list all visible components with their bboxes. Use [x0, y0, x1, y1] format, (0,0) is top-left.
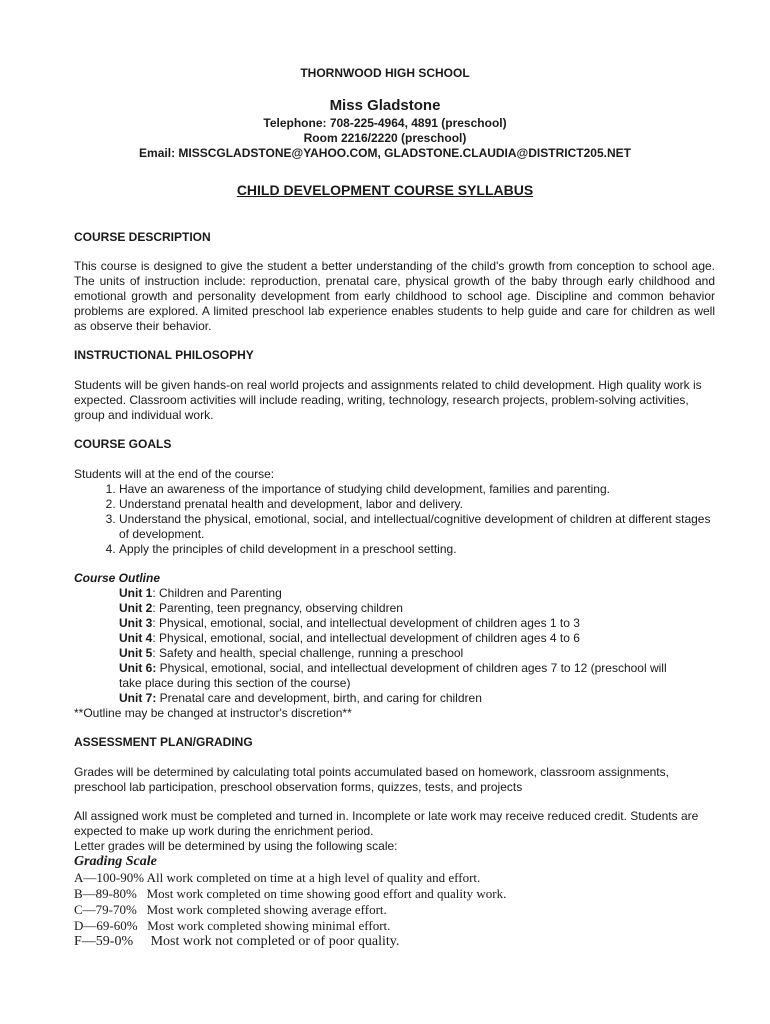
unit-text: : Children and Parenting: [152, 586, 282, 600]
unit-label: Unit 5: [119, 646, 153, 660]
course-goals-heading: COURSE GOALS: [74, 437, 172, 451]
list-item: 1. Have an awareness of the importance of studying child development, families and parenting.: [119, 482, 715, 497]
assessment-heading: ASSESSMENT PLAN/GRADING: [74, 735, 253, 749]
grade-row: B—89-80% Most work completed on time showing good effort and quality work.: [74, 886, 507, 901]
list-item: [74, 631, 715, 646]
grade-row: D—69-60% Most work completed showing minimal effort.: [74, 918, 391, 933]
course-goals: [74, 467, 715, 557]
assessment-para-1: Grades will be determined by calculating total points accumulated based on homework, classroom assignments, preschool lab participation, preschool observation forms, quizzes, tests, and projects: [74, 765, 669, 794]
list-item: 3. Understand the physical, emotional, social, and intellectual/cognitive development of children at different stages of development.: [119, 512, 715, 542]
grade-row: C—79-70% Most work completed showing average effort.: [74, 902, 387, 917]
page-title: CHILD DEVELOPMENT COURSE SYLLABUS: [236, 182, 534, 198]
instructional-philosophy-heading: INSTRUCTIONAL PHILOSOPHY: [74, 348, 254, 362]
grading-scale: [74, 854, 715, 950]
list-item: [74, 691, 715, 706]
course-goals-intro: Students will at the end of the course:: [74, 467, 275, 481]
unit-text: Physical, emotional, social, and intellectual development of children ages 7 to 12 (preschool will: [156, 661, 667, 675]
course-description-heading: COURSE DESCRIPTION: [74, 230, 211, 244]
list-item: [74, 586, 715, 601]
course-description-body: This course is designed to give the student a better understanding of the child's growth from conception to school age. The units of instruction include: reproduction, prenatal care, physical growth of the baby through early childhood and emotional growth and personality development from early childhood to school age. Discipline and common behavior problems are explored. A limited preschool lab experience enables students to help guide and care for children as well as observe their behavior.: [74, 259, 715, 333]
unit-text: : Physical, emotional, social, and intellectual development of children ages 1 to 3: [152, 616, 580, 630]
unit-label: Unit 4: [119, 631, 153, 645]
unit-text: : Safety and health, special challenge, running a preschool: [152, 646, 464, 660]
unit-text: : Parenting, teen pregnancy, observing children: [152, 601, 403, 615]
outline-note: **Outline may be changed at instructor's discretion**: [74, 706, 352, 720]
unit-label: Unit 3: [119, 616, 153, 630]
contact-info: [0, 116, 770, 161]
grade-row: F—59-0% Most work not completed or of poor quality.: [74, 934, 400, 949]
course-outline: [74, 571, 715, 721]
unit-label: Unit 2: [119, 601, 153, 615]
course-outline-heading: Course Outline: [74, 571, 161, 585]
unit-text: : Physical, emotional, social, and intellectual development of children ages 4 to 6: [152, 631, 580, 645]
list-item: 2. Understand prenatal health and development, labor and delivery.: [119, 497, 715, 512]
unit-text: Prenatal care and development, birth, and caring for children: [156, 691, 482, 705]
list-item: [74, 601, 715, 616]
teacher-name: Miss Gladstone: [329, 97, 441, 114]
grade-row: A—100-90% All work completed on time at a high level of quality and effort.: [74, 870, 481, 885]
list-item: 4. Apply the principles of child development in a preschool setting.: [119, 542, 715, 557]
room: Room 2216/2220 (preschool): [303, 131, 467, 145]
list-item: [74, 661, 715, 676]
unit-continuation: take place during this section of the course): [119, 676, 351, 690]
list-item: [74, 616, 715, 631]
telephone: Telephone: 708-225-4964, 4891 (preschool): [263, 116, 507, 130]
grading-scale-heading: Grading Scale: [74, 854, 157, 869]
assessment-para-3: Letter grades will be determined by using the following scale:: [74, 839, 398, 853]
school-name: THORNWOOD HIGH SCHOOL: [300, 66, 470, 80]
instructional-philosophy-body: Students will be given hands-on real world projects and assignments related to child development. High quality work is expected. Classroom activities will include reading, writing, technology, research projects, problem-solving activities, group and individual work.: [74, 378, 702, 422]
assessment-para-2: All assigned work must be completed and turned in. Incomplete or late work may receive reduced credit. Students are expected to make up work during the enrichment period.: [74, 809, 699, 838]
list-item: [74, 646, 715, 661]
email: Email: MISSCGLADSTONE@YAHOO.COM, GLADSTONE.CLAUDIA@DISTRICT205.NET: [139, 146, 631, 160]
unit-label: Unit 1: [119, 586, 153, 600]
course-goals-list: [74, 482, 715, 557]
unit-label: Unit 7:: [119, 691, 157, 705]
unit-label: Unit 6:: [119, 661, 157, 675]
